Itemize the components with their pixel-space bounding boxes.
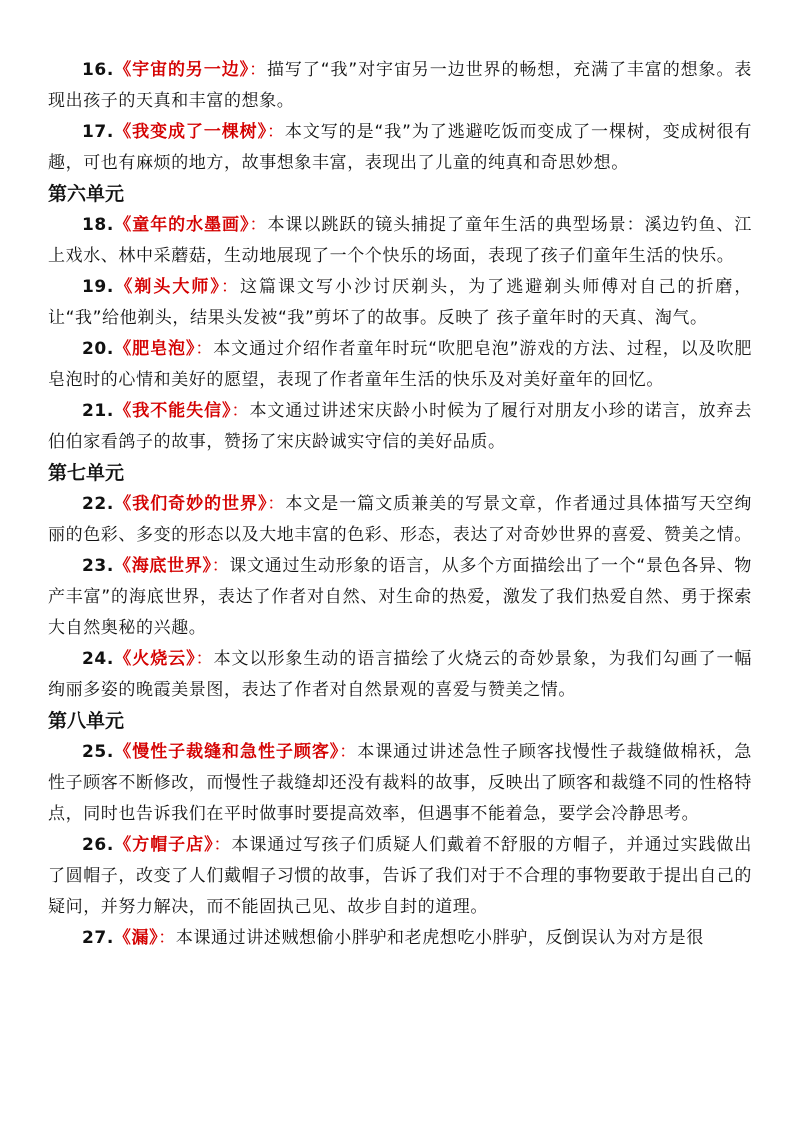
- lesson-summary: 课文通过生动形象的语言，从多个方面描绘出了一个“景色各异、物产丰富”的海底世界，表达了作者对自然、对生命的热爱，激发了我们热爱自然、勇于探索大自然奥秘的兴趣。: [48, 556, 752, 638]
- lesson-summary: 本文是一篇文质兼美的写景文章，作者通过具体描写天空绚丽的色彩、多变的形态以及大地丰富的色彩、形态，表达了对奇妙世界的喜爱、赞美之情。: [48, 494, 752, 545]
- lesson-summary: 本课以跳跃的镜头捕捉了童年生活的典型场景：溪边钓鱼、江上戏水、林中采蘑菇，生动地展现了一个个快乐的场面，表现了孩子们童年生活的快乐。: [48, 215, 752, 266]
- entry-number: 25.: [82, 742, 114, 762]
- lesson-summary: 这篇课文写小沙讨厌剃头，为了逃避剃头师傅对自己的折磨，让“我”给他剃头，结果头发被“我”剪坏了的故事。反映了 孩子童年时的天真、淘气。: [48, 277, 752, 328]
- entry-22: [48, 489, 752, 551]
- title-colon: ：: [339, 742, 358, 762]
- title-colon: ：: [267, 494, 286, 514]
- lesson-title: 《我变成了一棵树》: [113, 122, 267, 142]
- lesson-title: 《方帽子店》: [113, 835, 214, 855]
- lesson-title: 《宇宙的另一边》: [113, 60, 250, 80]
- title-colon: ：: [231, 401, 250, 421]
- lesson-summary: 本文通过讲述宋庆龄小时候为了履行对朋友小珍的诺言，放弃去伯伯家看鸽子的故事，赞扬了宋庆龄诚实守信的美好品质。: [48, 401, 752, 452]
- entry-number: 23.: [82, 556, 114, 576]
- lesson-title: 《漏》: [113, 928, 159, 948]
- entry-20: [48, 334, 752, 396]
- lesson-title: 《我不能失信》: [113, 401, 232, 421]
- lesson-title: 《慢性子裁缝和急性子顾客》: [113, 742, 340, 762]
- lesson-summary: 本文通过介绍作者童年时玩“吹肥皂泡”游戏的方法、过程，以及吹肥皂泡时的心情和美好的愿望，表现了作者童年生活的快乐及对美好童年的回忆。: [48, 339, 752, 390]
- entry-21: [48, 396, 752, 458]
- entry-24: [48, 644, 752, 706]
- entry-17: [48, 117, 752, 179]
- entry-number: 22.: [82, 494, 114, 514]
- entry-number: 18.: [82, 215, 114, 235]
- title-colon: ：: [158, 928, 176, 948]
- title-colon: ：: [249, 60, 267, 80]
- lesson-title: 《我们奇妙的世界》: [113, 494, 268, 514]
- title-colon: ：: [195, 339, 214, 359]
- unit-heading-7: 第七单元: [48, 462, 125, 484]
- lesson-summary: 本课通过写孩子们质疑人们戴着不舒服的方帽子，并通过实践做出了圆帽子，改变了人们戴帽子习惯的故事，告诉了我们对于不合理的事物要敢于提出自己的疑问，并努力解决，而不能固执己见、故步自封的道理。: [48, 835, 752, 917]
- entry-number: 20.: [82, 339, 114, 359]
- lesson-summary: 本课通过讲述急性子顾客找慢性子裁缝做棉袄，急性子顾客不断修改，而慢性子裁缝却还没有裁料的故事，反映出了顾客和裁缝不同的性格特点，同时也告诉我们在平时做事时要提高效率，但遇事不能着急，要学会冷静思考。: [48, 742, 752, 824]
- title-colon: ：: [195, 649, 214, 669]
- entry-number: 16.: [82, 60, 114, 80]
- lesson-summary: 描写了“我”对宇宙另一边世界的畅想，充满了丰富的想象。表现出孩子的天真和丰富的想象。: [48, 60, 752, 111]
- entry-number: 21.: [82, 401, 114, 421]
- title-colon: ：: [211, 556, 230, 576]
- entry-number: 19.: [82, 277, 114, 297]
- title-colon: ：: [220, 277, 240, 297]
- lesson-title: 《童年的水墨画》: [113, 215, 250, 235]
- lesson-title: 《剃头大师》: [113, 277, 221, 297]
- lesson-summary: 本文以形象生动的语言描绘了火烧云的奇妙景象，为我们勾画了一幅绚丽多姿的晚霞美景图，表达了作者对自然景观的喜爱与赞美之情。: [48, 649, 753, 700]
- unit-heading-6: 第六单元: [48, 183, 125, 205]
- entry-27: [48, 923, 752, 954]
- entry-19: [48, 272, 752, 334]
- entry-number: 26.: [82, 835, 114, 855]
- title-colon: ：: [249, 215, 268, 235]
- entry-23: [48, 551, 752, 644]
- entry-number: 24.: [82, 649, 114, 669]
- lesson-title: 《肥皂泡》: [113, 339, 196, 359]
- title-colon: ：: [213, 835, 232, 855]
- entry-25: [48, 737, 752, 830]
- lesson-title: 《火烧云》: [113, 649, 196, 669]
- lesson-summary: 本文写的是“我”为了逃避吃饭而变成了一棵树，变成树很有趣，可也有麻烦的地方，故事想象丰富，表现出了儿童的纯真和奇思妙想。: [48, 122, 752, 173]
- entry-number: 17.: [82, 122, 114, 142]
- entry-26: [48, 830, 752, 923]
- entry-16: [48, 55, 752, 117]
- lesson-title: 《海底世界》: [113, 556, 212, 576]
- unit-heading-8: 第八单元: [48, 710, 125, 732]
- entry-number: 27.: [82, 928, 114, 948]
- lesson-summary: 本课通过讲述贼想偷小胖驴和老虎想吃小胖驴，反倒误认为对方是很: [175, 928, 704, 948]
- title-colon: ：: [267, 122, 285, 142]
- entry-18: [48, 210, 752, 272]
